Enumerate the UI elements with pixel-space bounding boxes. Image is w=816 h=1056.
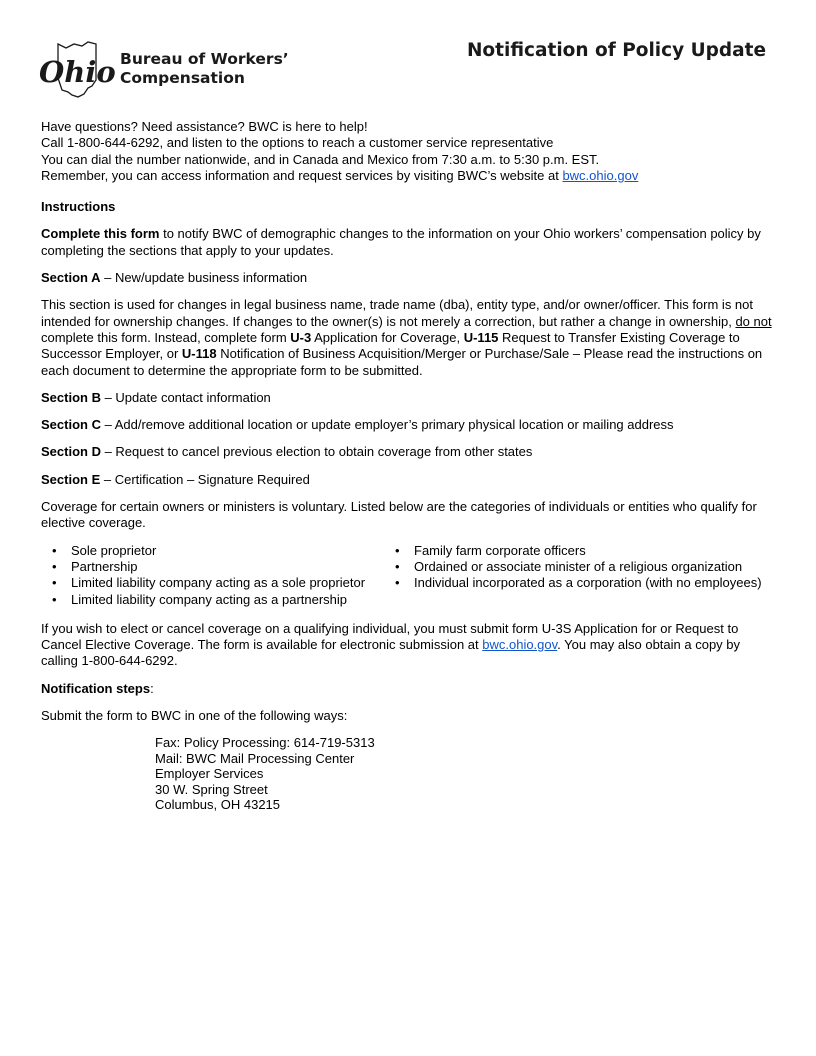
list-item: • Individual incorporated as a corporation (with no employees) — [384, 575, 774, 591]
intro-line: Remember, you can access information and request services by visiting BWC’s website at bwc.ohio.gov — [41, 167, 639, 183]
notification-steps-heading: Notification steps: — [41, 680, 154, 696]
list-item: • Limited liability company acting as a sole proprietor — [41, 575, 384, 591]
list-item: • Ordained or associate minister of a religious organization — [384, 559, 774, 575]
list-item: • Partnership — [41, 559, 384, 575]
bwc-logo — [38, 40, 298, 100]
intro-line: Call 1-800-644-6292, and listen to the options to reach a customer service representative — [41, 135, 554, 151]
submit-instructions: Submit the form to BWC in one of the following ways: — [41, 708, 348, 724]
bullet-column-left — [41, 543, 384, 608]
contact-info — [41, 119, 776, 184]
fax-line: Fax: Policy Processing: 614-719-5313 — [155, 735, 375, 751]
coverage-paragraph: Coverage for certain owners or ministers is voluntary. Listed below are the categories of individuals or entities who qualify for elective coverage. — [41, 499, 757, 531]
elective-coverage-list — [41, 543, 776, 608]
elect-coverage-paragraph: If you wish to elect or cancel coverage on a qualifying individual, you must submit form U-3S Application for or Request to Cancel Elective Coverage. The form is available for electronic submission at bwc.ohio.gov. You may also obtain a copy by calling 1-800-644-6292. — [41, 620, 741, 669]
bullet-column-right — [384, 543, 774, 608]
list-item: • Limited liability company acting as a partnership — [41, 592, 384, 608]
section-c-heading: Section C – Add/remove additional location or update employer’s primary physical location or mailing address — [41, 417, 674, 433]
page-title: Notification of Policy Update — [466, 40, 766, 61]
address-line: 30 W. Spring Street — [155, 781, 268, 797]
svg-text:Ohio: Ohio — [39, 55, 116, 89]
agency-name-line2: Compensation — [120, 69, 245, 87]
document-body — [41, 119, 776, 813]
instructions-paragraph: Complete this form to notify BWC of demographic changes to the information on your Ohio workers’ compensation policy by completing the sections that apply to your updates. — [41, 226, 761, 258]
list-item: • Family farm corporate officers — [384, 543, 774, 559]
list-item: • Sole proprietor — [41, 543, 384, 559]
mailing-address-block — [155, 735, 776, 813]
bwc-website-link[interactable]: bwc.ohio.gov — [482, 637, 558, 653]
intro-line: You can dial the number nationwide, and in Canada and Mexico from 7:30 a.m. to 5:30 p.m. EST. — [41, 151, 600, 167]
agency-name-line1: Bureau of Workers’ — [120, 50, 289, 68]
section-b-heading: Section B – Update contact information — [41, 389, 271, 405]
section-a-description: This section is used for changes in legal business name, trade name (dba), entity type, and/or owner/officer. This form is not intended for ownership changes. If changes to the owner(s) is not merely a correction, but rather a change in ownership, do not complete this form. Instead, complete form U-3 Application for Coverage, U-115 Request to Transfer Existing Coverage to Successor Employer, or U-118 Notification of Business Acquisition/Merger or Purchase/Sale – Please read the instructions on each document to determine the appropriate form to be submitted. — [41, 297, 772, 378]
ohio-state-logo-icon — [38, 40, 120, 100]
address-line: Employer Services — [155, 766, 264, 782]
section-a-heading: Section A – New/update business information — [41, 270, 308, 286]
section-e-heading: Section E – Certification – Signature Required — [41, 471, 310, 487]
intro-line: Have questions? Need assistance? BWC is here to help! — [41, 119, 368, 134]
address-line: Mail: BWC Mail Processing Center — [155, 750, 355, 766]
address-line: Columbus, OH 43215 — [155, 797, 281, 813]
bwc-website-link[interactable]: bwc.ohio.gov — [562, 167, 639, 183]
section-d-heading: Section D – Request to cancel previous election to obtain coverage from other states — [41, 444, 533, 460]
instructions-heading: Instructions — [41, 199, 116, 215]
